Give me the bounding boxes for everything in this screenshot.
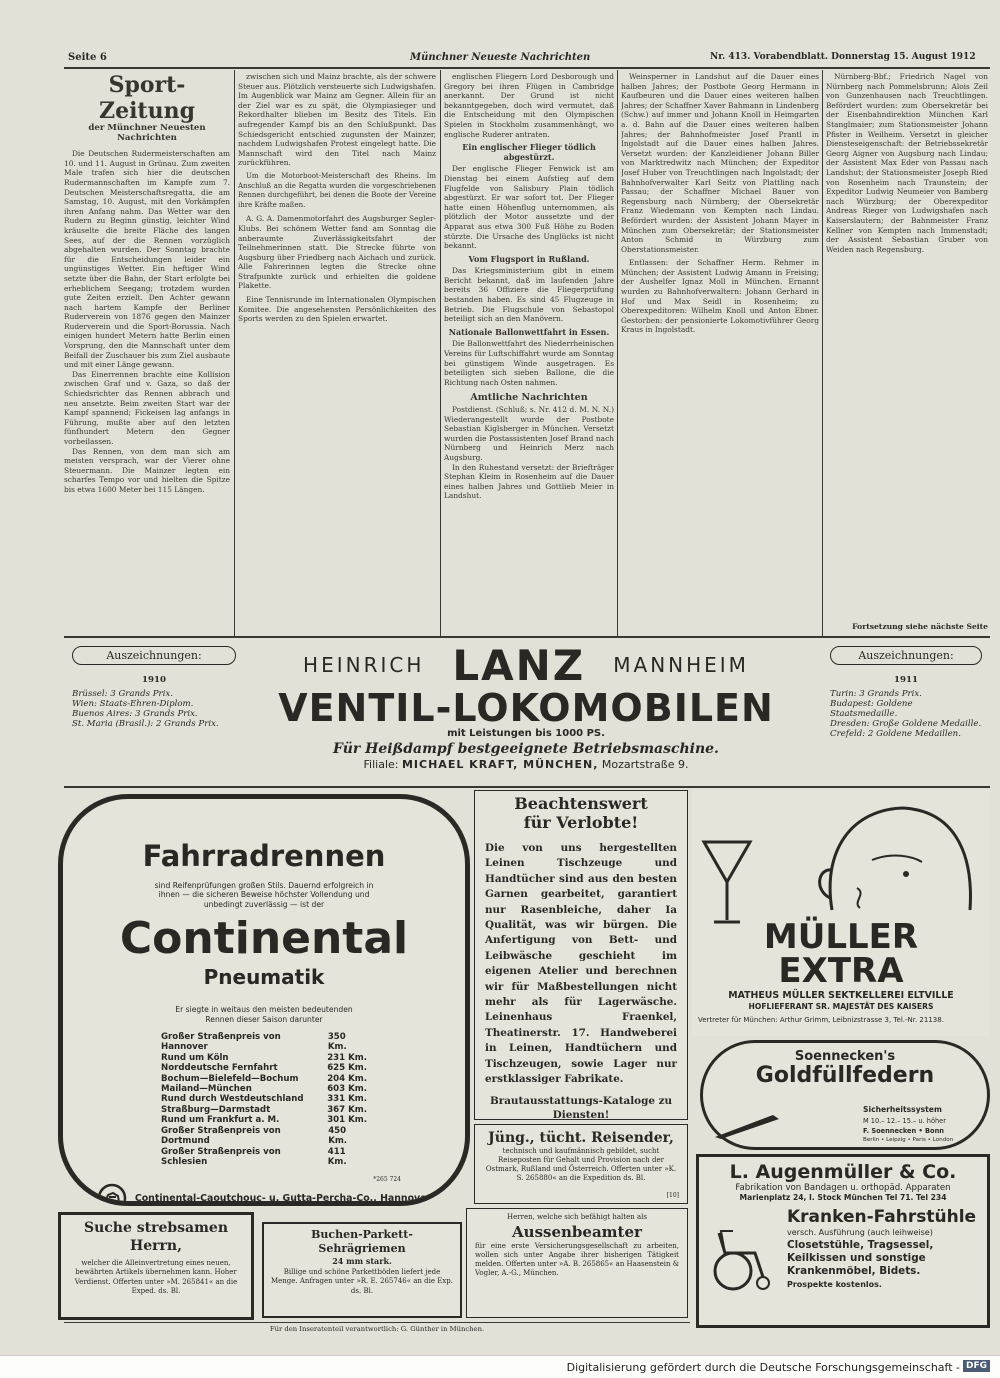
article-text: A. G. A. Damenmotorfahrt des Augsburger Segler-Klubs. Bei schönem Wetter fand am Sonntag die anberaumte Zuverlässigkeitsfahrt der Teilnehmerinnen statt. Die Strecke führte von Augsburg über Friedberg nach Aichach und zurück. Alle Fahrerinnen legten die Strecke ohne Strafpunkte zurück und erhielten die goldene Plakette. xyxy=(238,214,436,291)
article-text: Das Rennen, von dem man sich am meisten versprach, war der Vierer ohne Steuermann. Die Mainzer legten ein scharfes Tempo vor und hielten die Spitze bis etwa 1600 Meter bei 115 Längen. xyxy=(64,446,230,494)
award-item: Turin: 3 Grands Prix. xyxy=(830,689,922,699)
job-ad-traveler xyxy=(474,1124,688,1204)
column-divider xyxy=(440,70,441,636)
article-text: zwischen sich und Mainz brachte, als der schwere Steuer aus. Plötzlich versteuerte sich Ludwigshafen. Im Augenblick war Mainz am Gegner. Allein für an der Ziel war es zu spät, die Olympiasieger und Rekordhalter blieben im Besitz des Titels. Ein aufregender Kampf bis an den Schlußpunkt. Das Schiedsgericht entschied zugunsten der Mainzer, nachdem Ludwigshafen Protest eingelegt hatte. Die Mannschaft wird den Titel nach Mainz zurückführen. xyxy=(238,72,436,168)
brand-name: LANZ xyxy=(452,640,586,690)
race-distance: 603 Km. xyxy=(327,1084,367,1095)
filiale-name: MICHAEL KRAFT, MÜNCHEN, xyxy=(401,758,599,771)
ad-title: Suche strebsamen Herrn, xyxy=(83,1220,229,1254)
race-row xyxy=(161,1074,367,1084)
column-divider xyxy=(617,70,618,636)
article-text: Postdienst. (Schluß; s. Nr. 412 d. M. N. N.) Wiederangestellt wurde der Postbote Sebastian Kiglsberger in München. Versetzt wurden die Postassistenten Josef Brand nach Nürnberg und Heinrich Merz nach Augsburg. xyxy=(444,405,614,462)
award-item: Dresden: Große Goldene Medaille. xyxy=(830,719,982,729)
article-text: Das Kriegsministerium gibt in einem Bericht bekannt, daß im laufenden Jahre bereits 36 Offiziere die Fliegerprüfung bestanden haben. Es sind 45 Flugzeuge in Betrieb. Die Flugschule von Sebastopol beteiligt sich an den Manövern. xyxy=(444,266,614,324)
article-text: Das Einerrennen brachte eine Kollision zwischen Graf und v. Gaza, so daß der Schiedsrichter das Rennen abbrach und neu ansetzte. Beim zweiten Start war der Kampf spannend; Fickeisen lag anfangs in Führung, mußte aber auf den letzten fünfhundert Metern den Gegner vorbeilassen. xyxy=(64,369,230,446)
product-list: Closetstühle, Tragsessel, Keilkissen und sonstige Krankenmöbel, Bidets. xyxy=(787,1239,934,1277)
product-note: versch. Ausführung (auch leihweise) xyxy=(787,1228,933,1237)
newspaper-title: Münchner Neueste Nachrichten xyxy=(410,52,591,63)
page-number: Seite 6 xyxy=(68,52,107,63)
ad-reference: [10] xyxy=(666,1192,679,1199)
ad-title: Buchen-Parkett-Sehrägriemen xyxy=(311,1228,413,1255)
issue-info: Nr. 413. Vorabendblatt. Donnerstag 15. August 1912 xyxy=(710,52,976,62)
product-sizes: M 10.– 12.– 15.– u. höher xyxy=(863,1117,946,1125)
race-name: Rund um Köln xyxy=(161,1052,229,1063)
product-name: EXTRA xyxy=(778,951,904,991)
race-row xyxy=(161,1063,367,1073)
ad-subtitle: 24 mm stark. xyxy=(332,1256,392,1266)
ad-title: Aussenbeamter xyxy=(512,1223,642,1241)
award-item: Wien: Staats-Ehren-Diplom. xyxy=(72,699,194,709)
company-address: Marienplatz 24, I. Stock München Tel 71. Tel 234 xyxy=(739,1193,947,1202)
brand-city: MANNHEIM xyxy=(613,653,749,677)
race-name: Großer Straßenpreis von Hannover xyxy=(161,1032,281,1053)
race-distance: 350 Km. xyxy=(327,1032,347,1053)
sport-subtitle: der Münchner Neuesten Nachrichten xyxy=(88,123,206,143)
article-text: Die Ballonwettfahrt des Niederrheinischen Vereins für Luftschiffahrt wurde am Sonntag bei günstigem Winde ausgetragen. Es beteiligten sich sieben Ballone, die die Richtung nach Osten nahmen. xyxy=(444,339,614,387)
race-row xyxy=(161,1126,367,1147)
prospectus-note: Prospekte kostenlos. xyxy=(787,1280,882,1289)
race-name: Rund durch Westdeutschland xyxy=(161,1094,304,1105)
continued-note: Fortsetzung siehe nächste Seite xyxy=(852,622,988,631)
soennecken-advertisement xyxy=(700,1040,990,1150)
article-text: englischen Fliegern Lord Desborough und Gregory bei ihren Flügen in Cambridge anerkannt. Der Grund ist nicht bekanntgegeben, doch wird vermutet, daß die Entscheidung mit den Olympischen Spielen in Stockholm zusammenhängt, wo englische Ruderer antraten. xyxy=(444,72,614,139)
race-row xyxy=(161,1084,367,1094)
ad-title: Fahrradrennen xyxy=(142,839,386,873)
race-distance: 331 Km. xyxy=(327,1094,367,1105)
digitization-footer xyxy=(0,1355,1000,1378)
article-text: Entlassen: der Schaffner Herm. Rehmer in München; der Assistent Ludwig Amann in Freising; der Aushelfer Ignaz Moll in München. Ernannt wurden zu Bahnhofverwaltern: Johann Gerhard in Hof und Max Seidl in Rosenheim; zu Oberexpeditoren: Wilhelm Knoll und Anton Ebner. Gestorben: der pensionierte Lokomotivführer Georg Kraus in Ingolstadt. xyxy=(621,258,819,335)
ad-title: Beachtenswert xyxy=(514,794,648,813)
race-name: Großer Straßenpreis von Schlesien xyxy=(161,1146,281,1167)
lanz-filiale xyxy=(248,758,804,771)
company-business: Fabrikation von Bandagen u. orthopäd. Apparaten xyxy=(735,1183,951,1193)
column-divider xyxy=(234,70,235,636)
mueller-extra-advertisement xyxy=(692,790,990,1036)
product-headline: VENTIL-LOKOMOBILEN xyxy=(278,686,774,730)
footer-text: Digitalisierung gefördert durch die Deutsche Forschungsgemeinschaft - xyxy=(566,1361,960,1374)
product-name: Pneumatik xyxy=(203,965,325,990)
article-heading: Vom Flugsport in Rußland. xyxy=(468,253,590,264)
ad-body: technisch und kaufmännisch gebildet, sucht Reiseposten für Gehalt und Provision nach der Ostmark, Rußland und Österreich. Offerten unter »K. S. 265880« an die Expedition ds. Bl. xyxy=(485,1147,677,1182)
company-name: Continental-Caoutchouc- u. Gutta-Percha-Co., Hannover xyxy=(134,1192,432,1204)
race-distance: 204 Km. xyxy=(327,1073,367,1084)
article-text: Um die Motorboot-Meisterschaft des Rheins. Im Anschluß an die Regatta wurden die vorgeschriebenen Rennen durchgeführt, bei denen die Boote der Vereine ihre Kräfte maßen. xyxy=(238,171,436,209)
sport-title: Sport-Zeitung xyxy=(99,72,195,124)
award-item: St. Maria (Brasil.): 2 Grands Prix. xyxy=(72,719,219,729)
race-distance: 625 Km. xyxy=(327,1063,367,1074)
continental-advertisement xyxy=(58,794,470,1206)
race-name: Großer Straßenpreis von Dortmund xyxy=(161,1125,281,1147)
company-name: L. Augenmüller & Co. xyxy=(729,1161,957,1183)
ad-intro: Herren, welche sich befähigt halten als xyxy=(507,1213,647,1221)
header-rule xyxy=(64,67,990,69)
race-name: Rund um Frankfurt a. M. xyxy=(161,1115,280,1126)
column-divider xyxy=(822,70,823,636)
article-text: Weinsperner in Landshut auf die Dauer eines halben Jahres; der Postbote Georg Hermann in Kaufbeuren und die Dauer eines weiteren halben Jahres; der Schaffner Xaver Bahmann in Lindenberg (Schw.) auf immer und Johann Knoll in Heimgarten a. d. Bahn auf die Dauer eines weiteren halben Jahres; der Bahnhofmeister Josef Prantl in Ingolstadt auf die Dauer eines halben Jahres. Versetzt wurden: der Kanzleidiener Johann Biller von Marktredwitz nach München; der Expeditor Josef Huber von Treuchtlingen nach Ingolstadt; der Bahnhofverwalter Karl Seitz von Plattling nach Passau; der Schaffner Michael Bauer von Regensburg nach Nürnberg; der Obersekretär Franz Wiedemann von Kempten nach Lindau. Befördert wurden: der Assistent Johann Mayer in München zum Obersekretär; der Stationsmeister Anton Schmid in Würzburg zum Oberstationsmeister. xyxy=(621,72,819,254)
race-distance: 411 Km. xyxy=(327,1146,347,1167)
article-text: Eine Tennisrunde im Internationalen Olympischen Komitee. Die angesehensten Persönlichkeiten des Sports werden zu den Spielen erwartet. xyxy=(238,295,436,324)
award-item: Buenos Aires: 3 Grands Prix. xyxy=(72,709,198,719)
ad-body: für eine erste Versicherungsgesellschaft zu arbeiten, wollen sich unter Angabe ihrer bisherigen Tätigkeit melden. Offerten unter »A. B. 265865« an Haasenstein & Vogler, A.-G., München. xyxy=(475,1242,679,1277)
race-name: Norddeutsche Fernfahrt xyxy=(161,1063,278,1074)
company-name: MATHEUS MÜLLER SEKTKELLEREI ELTVILLE xyxy=(728,990,954,1001)
wheelchair-icon xyxy=(705,1223,775,1293)
race-row xyxy=(161,1115,367,1125)
dfg-logo-icon: DFG xyxy=(963,1360,990,1372)
official-column-2 xyxy=(826,72,988,620)
representative: Vertreter für München: Arthur Grimm, Leibnizstrasse 3, Tel.-Nr. 21138. xyxy=(698,1016,944,1024)
race-name: Mailand—München xyxy=(161,1084,252,1095)
tagline: Für Heißdampf bestgeeignete Betriebsmaschine. xyxy=(333,741,719,757)
product-feature: Sicherheitssystem xyxy=(863,1105,942,1114)
awards-year: 1910 xyxy=(142,675,166,685)
fountain-pen-icon xyxy=(713,1109,783,1139)
imprint: Für den Inseratenteil verantwortlich: G. Günther in München. xyxy=(269,1325,485,1333)
company-name: F. Soennecken • Bonn xyxy=(863,1127,944,1135)
official-column xyxy=(621,72,819,632)
award-item: Crefeld: 2 Goldene Medaillen. xyxy=(830,729,961,739)
product-name: Kranken-Fahrstühle xyxy=(787,1207,977,1227)
race-list xyxy=(161,1032,367,1167)
parquet-advertisement xyxy=(262,1222,462,1318)
filiale-label: Filiale: xyxy=(363,758,399,771)
race-row xyxy=(161,1105,367,1115)
product-name: Goldfüllfedern xyxy=(755,1063,935,1088)
sport-column-2 xyxy=(238,72,436,632)
article-text: In den Ruhestand versetzt: der Briefträger Stephan Kleim in Rosenheim auf die Dauer eines halben Jahres und Gottlieb Meier in Landshut. xyxy=(444,462,614,501)
article-text: Der englische Flieger Fenwick ist am Dienstag bei einem Aufstieg auf dem Flugfelde von Salisbury Plain tödlich abgestürzt. Er war sofort tot. Der Flieger hatte einen Höhenflug unternommen, als plötzlich der Motor aussetzte und der Apparat aus etwa 300 Fuß Höhe zu Boden stürzte. Die Ursache des Unglücks ist nicht bekannt. xyxy=(444,164,614,251)
brand-name: Soennecken's xyxy=(794,1049,896,1064)
race-name: Straßburg—Darmstadt xyxy=(161,1104,271,1115)
brand-name: MÜLLER xyxy=(763,917,919,957)
race-row xyxy=(161,1147,367,1168)
award-item: Budapest: Goldene Staatsmedaille. xyxy=(830,699,913,719)
race-distance: 450 Km. xyxy=(328,1125,348,1147)
article-text: Die Deutschen Rudermeisterschaften am 10. und 11. August in Grünau. Zum zweiten Male trafen sich hier die deutschen Rudermannschaften im Kampfe zum 7. Deutschen Meisterschaftsregatta, die am Samstag, 10. August, mit den Vorkämpfen ihren Anfang nahm. Das Wetter war den Rudern zu Beginn günstig, leichter Wind kräuselte die breite Fläche des langen Sees, auf der die Rennen vorzüglich abgehalten wurden. Der Sonntag brachte für die Entscheidungen leider ein ungünstiges Wetter. Ein heftiger Wind setzte über die Bahn, der Start erfolgte bei erheblichem Seegang; trotzdem wurden gute Zeiten erzielt. Den Achter gewann nach hartem Kampfe der Berliner Ruderverein von 1876 gegen den Mainzer Ruderverein und die Sport-Borussia. Nach einigen hundert Metern hatte Berlin einen Vorsprung, den die Mannschaft unter dem Beifall der Zuschauer bis zum Ziel ausbaute und mit einer Länge gewann. xyxy=(64,149,230,370)
sport-column xyxy=(64,72,230,632)
awards-heading: Auszeichnungen: xyxy=(72,646,236,665)
race-name: Bochum—Bielefeld—Bochum xyxy=(161,1073,299,1084)
lanz-brand-line xyxy=(248,642,804,688)
race-distance: 367 Km. xyxy=(327,1104,367,1115)
race-row xyxy=(161,1053,367,1063)
race-distance: 301 Km. xyxy=(327,1115,367,1126)
award-item: Brüssel: 3 Grands Prix. xyxy=(72,689,173,699)
ad-reference: *265 724 xyxy=(373,1176,401,1183)
article-heading: Nationale Ballonwettfahrt in Essen. xyxy=(448,326,610,337)
awards-year: 1911 xyxy=(894,675,918,685)
horse-logo-icon xyxy=(97,1183,127,1206)
ad-title: für Verlobte! xyxy=(523,813,639,832)
lanz-main xyxy=(248,642,804,782)
article-text: Nürnberg-Bbf.; Friedrich Nagel von Nürnberg nach Pommelsbrunn; Alois Zeil von Gunzenhausen nach Treuchtlingen. Befördert wurden: zum Obersekretär bei der Eisenbahndirektion München Karl Stanglmaier; zum Stationsmeister Johann Pfister in Weilheim. Versetzt in gleicher Diensteseigenschaft: der Betriebssekretär Georg Aigner von Augsburg nach Lindau; der Assistent Max Eder von Passau nach Landshut; der Stationsmeister Joseph Ried von Rosenheim nach Traunstein; der Expeditor Ludwig Neumeier von Bamberg nach Würzburg; der Oberexpeditor Andreas Rieger von Ludwigshafen nach Kaiserslautern; der Bahnmeister Franz Kellner von Kempten nach Immenstadt; der Assistent Sebastian Gruber von Weiden nach Regensburg. xyxy=(826,72,988,254)
company-cities: Berlin • Leipzig • Paris • London xyxy=(863,1137,954,1143)
ad-intro: sind Reifenprüfungen großen Stils. Dauernd erfolgreich in ihnen — die sicheren Beweise höchster Vollendung und unbedingt zuverlässig — ist der xyxy=(154,881,374,909)
company-line xyxy=(63,1183,465,1206)
section-rule xyxy=(64,786,990,788)
ad-body: Die von uns hergestellten Leinen Tischzeuge und Handtücher sind aus den besten Garnen gearbeitet, garantiert nur Rasenbleiche, daher Ia Qualität, was wir bürgen. Die Anfertigung von Bett- und Leibwäsche geschieht im eigenen Atelier und berechnen wir für Maßbestellungen nicht mehr als für Lagerwäsche. Leinenhaus Fraenkel, Theatinerstr. 17. Handweberei in Leinen, Handtüchern und Tischzeugen, sowie Lager nur erstklassiger Fabrikate. xyxy=(485,842,677,1086)
product-subline: mit Leistungen bis 1000 PS. xyxy=(447,728,605,739)
page-header xyxy=(60,52,990,66)
job-ad-search xyxy=(58,1212,254,1320)
brand-name: Continental xyxy=(119,913,409,965)
ad-body: welcher die Alleinvertretung eines neuen, bewährten Artikels übernehmen kann. Hoher Verdienst. Offerten unter »M. 265841« an die Exped. ds. Bl. xyxy=(74,1259,238,1296)
filiale-address: Mozartstraße 9. xyxy=(601,758,689,771)
augenmueller-advertisement xyxy=(696,1154,990,1328)
race-row xyxy=(161,1094,367,1104)
ad-body: Billige und schöne Parkettböden liefert jede Menge. Anfragen unter »R. E. 265746« an die Exp. ds. Bl. xyxy=(270,1268,454,1295)
ad-catalog-note: Brautausstattungs-Kataloge zu Diensten! xyxy=(489,1094,673,1120)
ad-claim: Er siegte in weitaus den meisten bedeutenden Rennen dieser Saison darunter xyxy=(175,1005,353,1024)
section-rule xyxy=(64,636,990,638)
ad-title: Jüng., tücht. Reisender, xyxy=(488,1130,674,1146)
imprint-rule xyxy=(64,1322,690,1323)
linen-advertisement xyxy=(474,790,688,1120)
race-distance: 231 Km. xyxy=(327,1052,367,1063)
lanz-awards-1910 xyxy=(64,642,244,774)
brand-first-name: HEINRICH xyxy=(303,653,425,677)
aviation-column xyxy=(444,72,614,632)
awards-heading: Auszeichnungen: xyxy=(830,646,982,665)
lanz-awards-1911 xyxy=(824,642,988,774)
lanz-advertisement xyxy=(64,642,988,782)
race-row xyxy=(161,1032,367,1053)
royal-supplier: HOFLIEFERANT SR. MAJESTÄT DES KAISERS xyxy=(748,1002,934,1011)
field-agent-advertisement xyxy=(466,1208,688,1318)
article-heading: Ein englischer Flieger tödlich abgestürzt. xyxy=(462,142,596,162)
official-news-heading: Amtliche Nachrichten xyxy=(470,392,588,404)
